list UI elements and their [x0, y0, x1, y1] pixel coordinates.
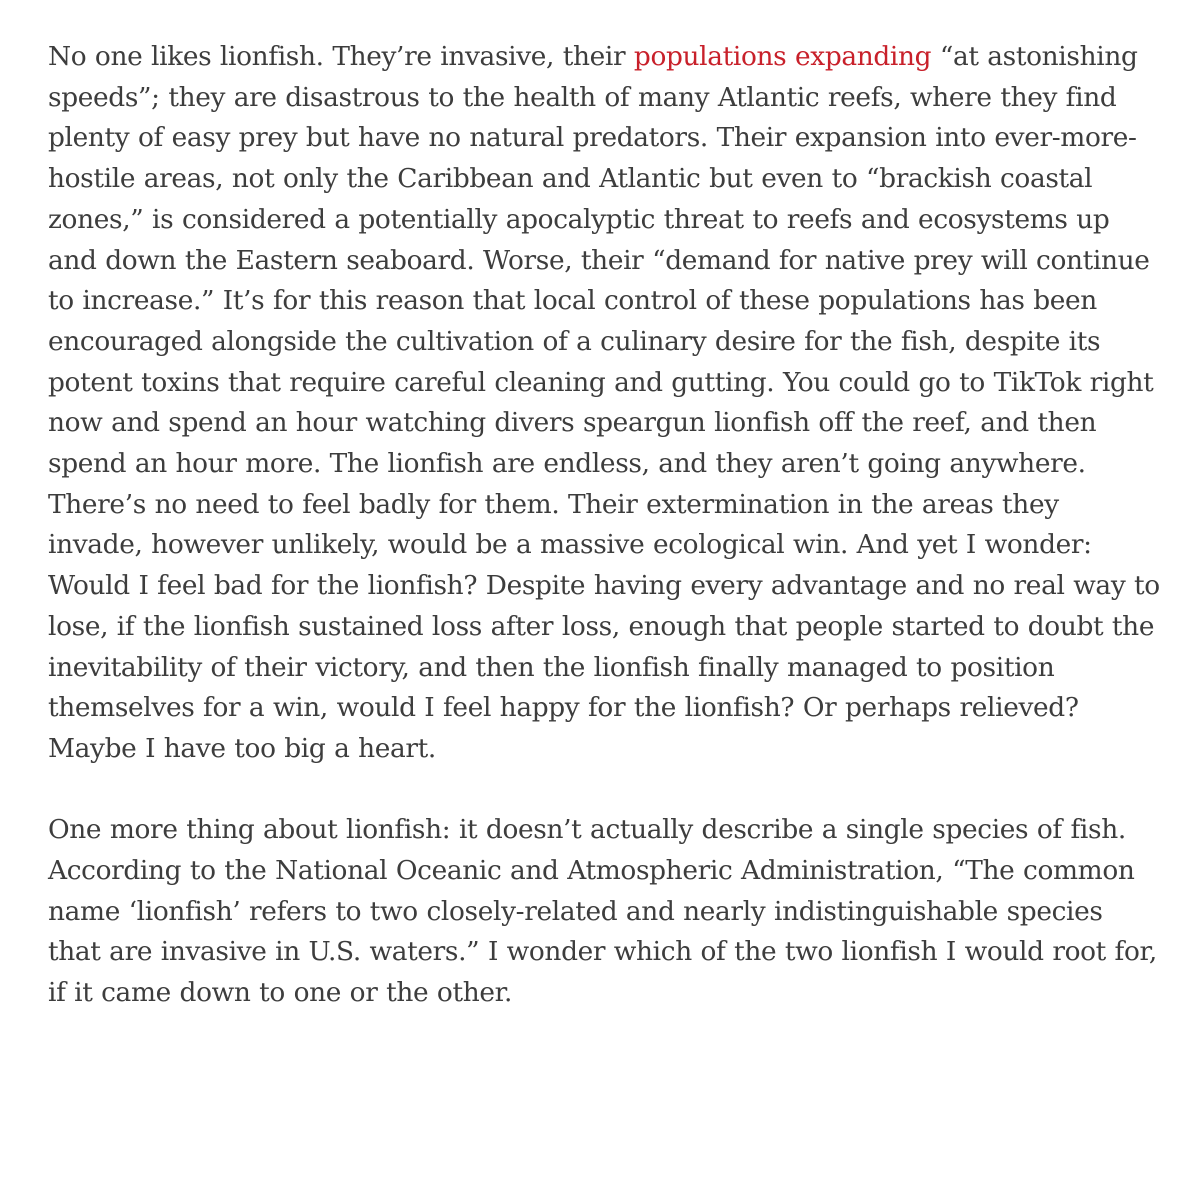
- article-paragraph-2: One more thing about lionfish: it doesn’t actually describe a single species of fish. According to the National Oceanic and Atmospheric Administration, “The common name ‘lionfish’ refers to two closely-related and nearly indistinguishable species that are invasive in U.S. waters.” I wonder which of the two lionfish I would root for, if it came down to one or the other.: [48, 814, 1157, 1009]
- populations-expanding-link[interactable]: populations expanding: [633, 41, 932, 72]
- paragraph-1-text-after-link: “at astonishing speeds”; they are disastrous to the health of many Atlantic reefs, where they find plenty of easy prey but have no natural predators. Their expansion into ever-more-hostile areas, not only the Caribbean and Atlantic but even to “brackish coastal zones,” is considered a potentially apocalyptic threat to reefs and ecosystems up and down the Eastern seaboard. Worse, their “demand for native prey will continue to increase.” It’s for this reason that local control of these populations has been encouraged alongside the cultivation of a culinary desire for the fish, despite its potent toxins that require careful cleaning and gutting. You could go to TikTok right now and spend an hour watching divers speargun lionfish off the reef, and then spend an hour more. The lionfish are endless, and they aren’t going anywhere. There’s no need to feel badly for them. Their extermination in the areas they invade, however unlikely, would be a massive ecological win. And yet I wonder: Would I feel bad for the lionfish? Despite having every advantage and no real way to lose, if the lionfish sustained loss after loss, enough that people started to doubt the inevitability of their victory, and then the lionfish finally managed to position themselves for a win, would I feel happy for the lionfish? Or perhaps relieved? Maybe I have too big a heart.: [48, 41, 1160, 764]
- article-paragraph-1: [48, 37, 1160, 770]
- article-body: [48, 37, 1160, 1014]
- paragraph-1-text-before-link: No one likes lionfish. They’re invasive, their: [48, 41, 634, 72]
